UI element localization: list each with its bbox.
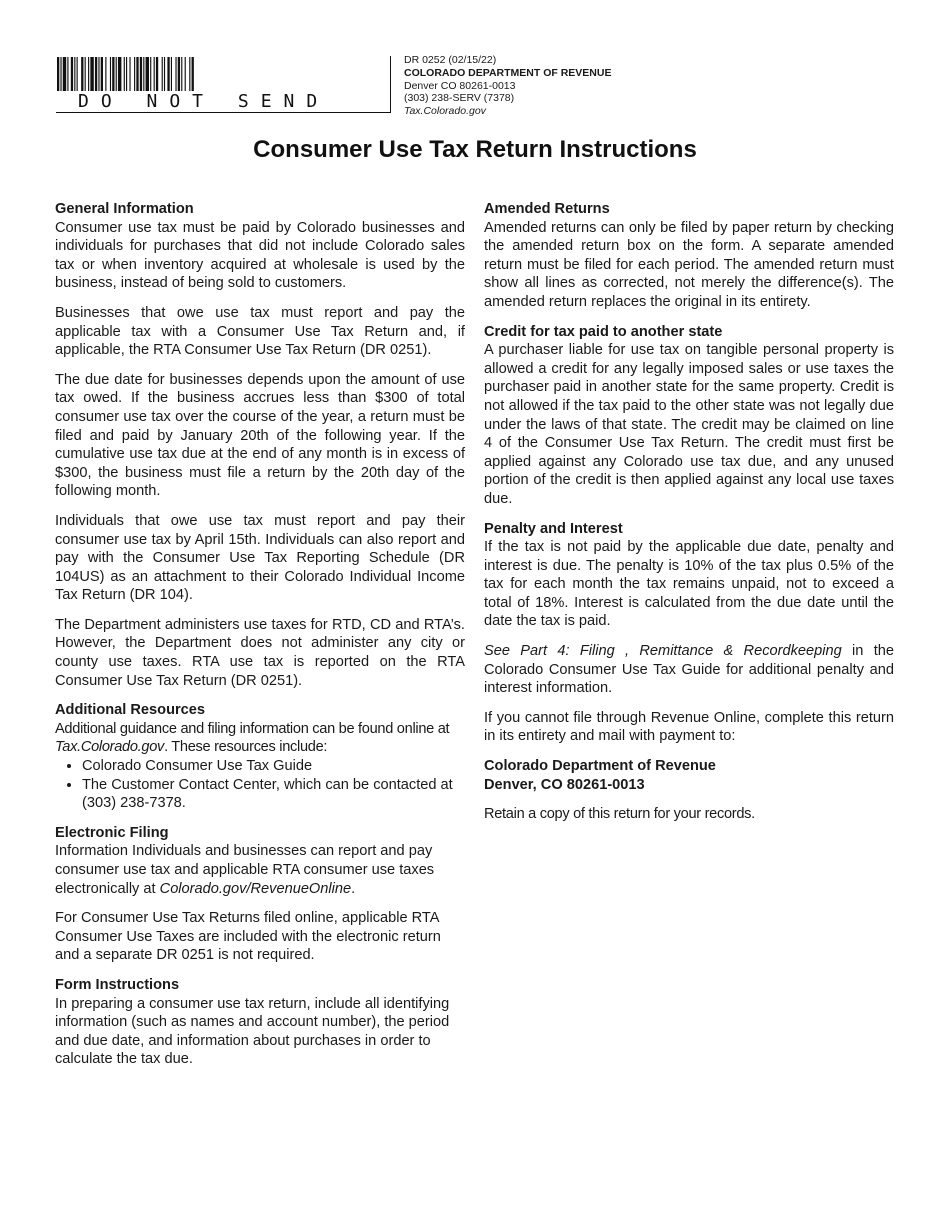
barcode-bar bbox=[154, 57, 155, 91]
agency-city: Denver CO 80261-0013 bbox=[404, 79, 516, 92]
barcode-bar bbox=[146, 57, 149, 91]
agency-website: Tax.Colorado.gov bbox=[404, 105, 486, 118]
barcode-bar bbox=[88, 57, 89, 91]
barcode-bar bbox=[67, 57, 68, 91]
resources-item-contact: • The Customer Contact Center, which can be contacted at (303) 238-7378. bbox=[82, 776, 465, 813]
barcode-bar bbox=[129, 57, 130, 91]
credit-heading: Credit for tax paid to another state bbox=[484, 323, 723, 340]
general-paragraph-1: Consumer use tax must be paid by Colorado businesses and individuals for purchases that did not include Colorado sales tax or when inventory acquired at wholesale is used by the business, instead of being sold to customers. bbox=[55, 219, 465, 292]
penalty-reference-text: in the Colorado Consumer Use Tax Guide for additional penalty and interest information. bbox=[484, 643, 894, 697]
do-not-send-label: DO NOT SEND bbox=[78, 91, 330, 112]
amended-heading: Amended Returns bbox=[484, 201, 610, 217]
barcode-bar bbox=[178, 57, 180, 91]
barcode-bar bbox=[95, 57, 97, 91]
general-paragraph-3: The due date for businesses depends upon the amount of use tax owed. If the business accrues less than $300 of total consumer use tax over the course of the year, a return must be filed and paid by January 20th of the following year. If the cumulative use tax due at the end of any month is in excess of $300, the business must file a return by the 20th day of the following month. bbox=[55, 371, 465, 500]
efile-heading: Electronic Filing bbox=[55, 824, 169, 841]
efile-site: Colorado.gov/RevenueOnline bbox=[159, 880, 352, 897]
barcode-bar bbox=[77, 57, 78, 91]
barcode-block bbox=[56, 57, 391, 112]
barcode-bar bbox=[112, 57, 114, 91]
barcode-bar bbox=[140, 57, 142, 91]
amended-paragraph: Amended returns can only be filed by paper return by checking the amended return box on the form. A separate amended return must be filed for each period. The amended return must show all lines as corrected, not merely the difference(s). The amended return replaces the original in its entirety. bbox=[484, 219, 894, 310]
barcode-bar bbox=[116, 57, 117, 91]
resources-heading: Additional Resources bbox=[55, 702, 206, 719]
form-id: DR 0252 (02/15/22) bbox=[404, 54, 497, 66]
mail-paragraph: If you cannot file through Revenue Online, complete this return in its entirety and mail with payment to: bbox=[484, 709, 894, 745]
barcode-bar bbox=[156, 57, 158, 91]
efile-text: Information Individuals and businesses can report and pay consumer use tax and applicable RTA consumer use taxes electronically at bbox=[55, 843, 435, 897]
barcode-image bbox=[56, 57, 281, 91]
barcode-bar bbox=[105, 57, 106, 91]
resources-intro bbox=[55, 720, 465, 757]
penalty-paragraph: If the tax is not paid by the applicable due date, penalty and interest is due. The penalty is 10% of the tax plus 0.5% of the tax for each month the tax remains unpaid, not to exceed a total of 18%. Interest is calculated from the due date until the date the tax is paid. bbox=[484, 539, 894, 630]
mail-city: Denver, CO 80261-0013 bbox=[484, 776, 645, 793]
barcode-bar bbox=[167, 57, 169, 91]
barcode-bar bbox=[63, 57, 66, 91]
efile-paragraph-2: For Consumer Use Tax Returns filed online, applicable RTA Consumer Use Taxes are included with the electronic return and a separate DR 0251 is not required. bbox=[55, 910, 441, 964]
barcode-bar bbox=[126, 57, 127, 91]
barcode-bar bbox=[98, 57, 99, 91]
penalty-reference-title: See Part 4: Filing , Remittance & Recordkeeping bbox=[484, 643, 842, 660]
barcode-bar bbox=[189, 57, 190, 91]
barcode-bar bbox=[74, 57, 75, 91]
barcode-bar bbox=[171, 57, 172, 91]
efile-text-end: . bbox=[351, 880, 356, 897]
credit-paragraph: A purchaser liable for use tax on tangible personal property is allowed a credit for any legally imposed sales or use taxes the purchaser paid in another state for the same property. Credit is not allowed if the tax paid to the other state was not legally due under the laws of that state. The credit may be claimed on line 4 of the Consumer Use Tax Return. The credit must first be applied against any Colorado use tax due, and any unused portion of the credit is then applied against any local use taxes due. bbox=[484, 342, 894, 507]
barcode-bar bbox=[81, 57, 83, 91]
retain-paragraph: Retain a copy of this return for your records. bbox=[484, 806, 755, 823]
barcode-bar bbox=[101, 57, 103, 91]
header-divider bbox=[390, 56, 391, 113]
page-title: Consumer Use Tax Return Instructions bbox=[253, 136, 697, 163]
barcode-bar bbox=[71, 57, 73, 91]
resources-intro-text: Additional guidance and filing information can be found online at bbox=[55, 720, 450, 737]
agency-block bbox=[404, 54, 611, 118]
barcode-bar bbox=[134, 57, 135, 91]
barcode-bar bbox=[192, 57, 194, 91]
general-paragraph-2: Businesses that owe use tax must report and pay the applicable tax with a Consumer Use Tax Return and, if applicable, the RTA Consumer Use Tax Return (DR 0251). bbox=[55, 304, 465, 359]
right-column bbox=[484, 200, 894, 835]
resources-item-guide: • Colorado Consumer Use Tax Guide bbox=[82, 757, 465, 776]
barcode-bar bbox=[57, 57, 59, 91]
barcode-bar bbox=[164, 57, 165, 91]
barcode-bar bbox=[110, 57, 111, 91]
mail-address bbox=[484, 757, 894, 794]
agency-name: COLORADO DEPARTMENT OF REVENUE bbox=[404, 66, 612, 79]
form-heading: Form Instructions bbox=[55, 976, 180, 993]
barcode-bar bbox=[162, 57, 163, 91]
mail-name: Colorado Department of Revenue bbox=[484, 758, 716, 775]
form-paragraph: In preparing a consumer use tax return, include all identifying information (such as names and account number), the period and due date, and information about purchases in order to calculate the tax due. bbox=[55, 995, 450, 1068]
barcode-bar bbox=[124, 57, 125, 91]
barcode-bar bbox=[90, 57, 93, 91]
barcode-bar bbox=[185, 57, 186, 91]
barcode-bar bbox=[85, 57, 86, 91]
resources-site: Tax.Colorado.gov bbox=[55, 739, 165, 756]
general-paragraph-4: Individuals that owe use tax must report and pay their consumer use tax by April 15th. Individuals can also report and pay with the Consumer Use Tax Reporting Schedule (DR 104US) as an attachment to their Colorado Individual Income Tax Return (DR 104). bbox=[55, 512, 465, 604]
barcode-underline bbox=[56, 112, 391, 113]
agency-phone: (303) 238-SERV (7378) bbox=[404, 92, 515, 105]
general-heading: General Information bbox=[55, 201, 194, 217]
general-paragraph-5: The Department administers use taxes for RTD, CD and RTA’s. However, the Department does not administer any city or county use taxes. RTA use tax is reported on the RTA Consumer Use Tax Return (DR 0251). bbox=[55, 616, 465, 689]
resources-list bbox=[55, 757, 465, 813]
penalty-heading: Penalty and Interest bbox=[484, 520, 623, 537]
efile-paragraph-1 bbox=[55, 842, 465, 898]
barcode-bar bbox=[150, 57, 151, 91]
resources-intro-end: . These resources include: bbox=[164, 739, 328, 756]
barcode-bar bbox=[118, 57, 121, 91]
barcode-bar bbox=[143, 57, 144, 91]
barcode-bar bbox=[136, 57, 138, 91]
penalty-reference bbox=[484, 642, 894, 698]
barcode-bar bbox=[181, 57, 182, 91]
left-column bbox=[55, 200, 465, 1080]
barcode-bar bbox=[175, 57, 176, 91]
barcode-bar bbox=[60, 57, 61, 91]
